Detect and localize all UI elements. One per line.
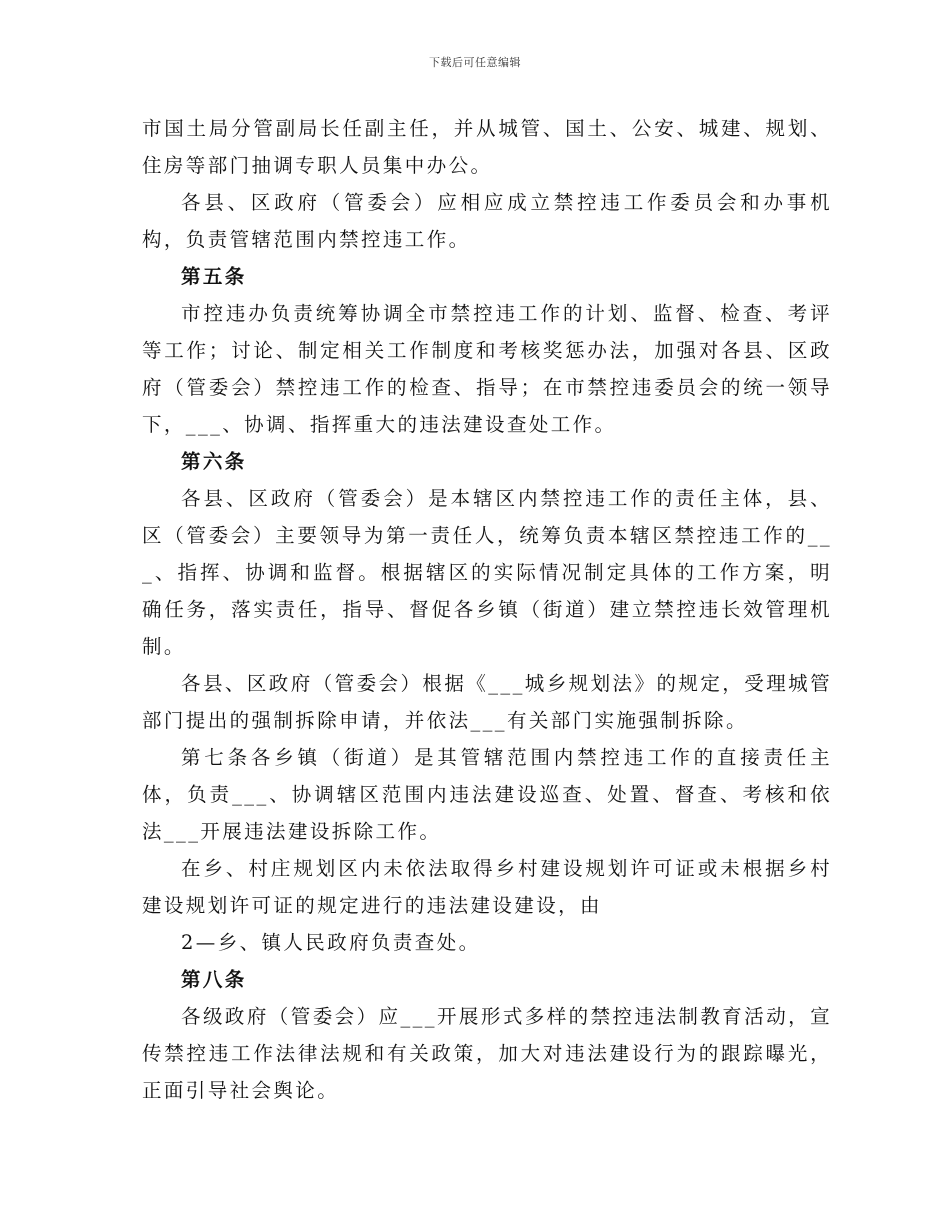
document-body <box>142 110 832 1109</box>
paragraph-rural-planning: 在乡、村庄规划区内未依法取得乡村建设规划许可证或未根据乡村建设规划许可证的规定进行的违法建设建设，由 <box>142 857 832 917</box>
paragraph-article-6: 各县、区政府（管委会）是本辖区内禁控违工作的责任主体，县、区（管委会）主要领导为第一责任人，统筹负责本辖区禁控违工作的___、指挥、协调和监督。根据辖区的实际情况制定具体的工作方案，明确任务，落实责任，指导、督促各乡镇（街道）建立禁控违长效管理机制。 <box>142 487 832 658</box>
article-heading-6: 第六条 <box>181 450 247 473</box>
article-heading-8: 第八条 <box>181 968 247 991</box>
page-header: 下载后可任意编辑 <box>429 56 521 69</box>
paragraph-township: 2—乡、镇人民政府负责查处。 <box>181 931 481 954</box>
paragraph-article-6-demolition: 各县、区政府（管委会）根据《___城乡规划法》的规定，受理城管部门提出的强制拆除申请，并依法___有关部门实施强制拆除。 <box>142 672 832 732</box>
paragraph-article-5: 市控违办负责统筹协调全市禁控违工作的计划、监督、检查、考评等工作；讨论、制定相关工作制度和考核奖惩办法，加强对各县、区政府（管委会）禁控违工作的检查、指导；在市禁控违委员会的统一领导下，___、协调、指挥重大的违法建设查处工作。 <box>142 302 832 436</box>
paragraph-article-8: 各级政府（管委会）应___开展形式多样的禁控违法制教育活动，宣传禁控违工作法律法规和有关政策，加大对违法建设行为的跟踪曝光，正面引导社会舆论。 <box>142 1005 832 1102</box>
paragraph-article-7: 第七条各乡镇（街道）是其管辖范围内禁控违工作的直接责任主体，负责___、协调辖区范围内违法建设巡查、处置、督查、考核和依法___开展违法建设拆除工作。 <box>142 746 832 843</box>
paragraph-continuation: 市国土局分管副局长任副主任，并从城管、国土、公安、城建、规划、住房等部门抽调专职人员集中办公。 <box>142 117 832 177</box>
article-heading-5: 第五条 <box>181 265 247 288</box>
paragraph-county-committee: 各县、区政府（管委会）应相应成立禁控违工作委员会和办事机构，负责管辖范围内禁控违工作。 <box>142 191 832 251</box>
